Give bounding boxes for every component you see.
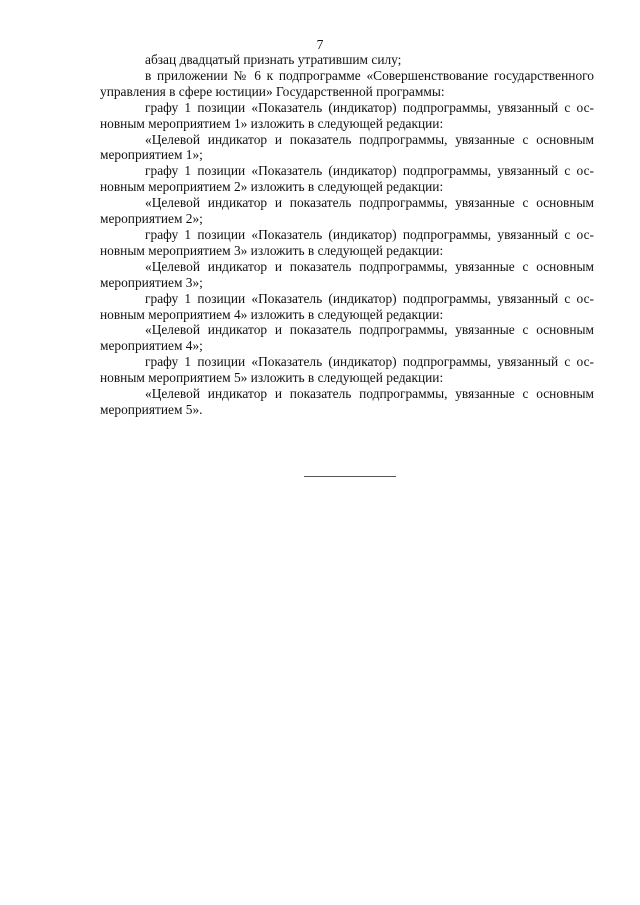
- paragraph: графу 1 позиции «Показатель (индикатор) подпрограммы, увязанный с основным мероприятием 1» изложить в следующей редакции:: [100, 99, 594, 131]
- paragraph: графу 1 позиции «Показатель (индикатор) подпрограммы, увязанный с основным мероприятием 2» изложить в следующей редакции:: [100, 163, 594, 195]
- end-separator-line: [304, 476, 396, 477]
- paragraph: графу 1 позиции «Показатель (индикатор) подпрограммы, увязанный с основным мероприятием 3» изложить в следующей редакции:: [100, 226, 594, 258]
- paragraph: графу 1 позиции «Показатель (индикатор) подпрограммы, увязанный с основным мероприятием 5» изложить в следующей редакции:: [100, 354, 594, 386]
- paragraph: «Целевой индикатор и показатель подпрограммы, увязанные с основным мероприятием 5».: [100, 386, 594, 417]
- paragraph: в приложении № 6 к подпрограмме «Совершенствование государственного управления в сфере юстиции» Государственной программы:: [100, 67, 594, 99]
- paragraph: абзац двадцатый признать утратившим силу;: [145, 52, 402, 67]
- paragraph: «Целевой индикатор и показатель подпрограммы, увязанные с основным мероприятием 2»;: [100, 195, 594, 227]
- paragraph: «Целевой индикатор и показатель подпрограммы, увязанные с основным мероприятием 4»;: [100, 322, 594, 354]
- paragraph: «Целевой индикатор и показатель подпрограммы, увязанные с основным мероприятием 1»;: [100, 131, 594, 163]
- paragraph: графу 1 позиции «Показатель (индикатор) подпрограммы, увязанный с основным мероприятием 4» изложить в следующей редакции:: [100, 290, 594, 322]
- document-body: [100, 52, 594, 418]
- paragraph: «Целевой индикатор и показатель подпрограммы, увязанные с основным мероприятием 3»;: [100, 258, 594, 290]
- page-number: 7: [316, 37, 324, 52]
